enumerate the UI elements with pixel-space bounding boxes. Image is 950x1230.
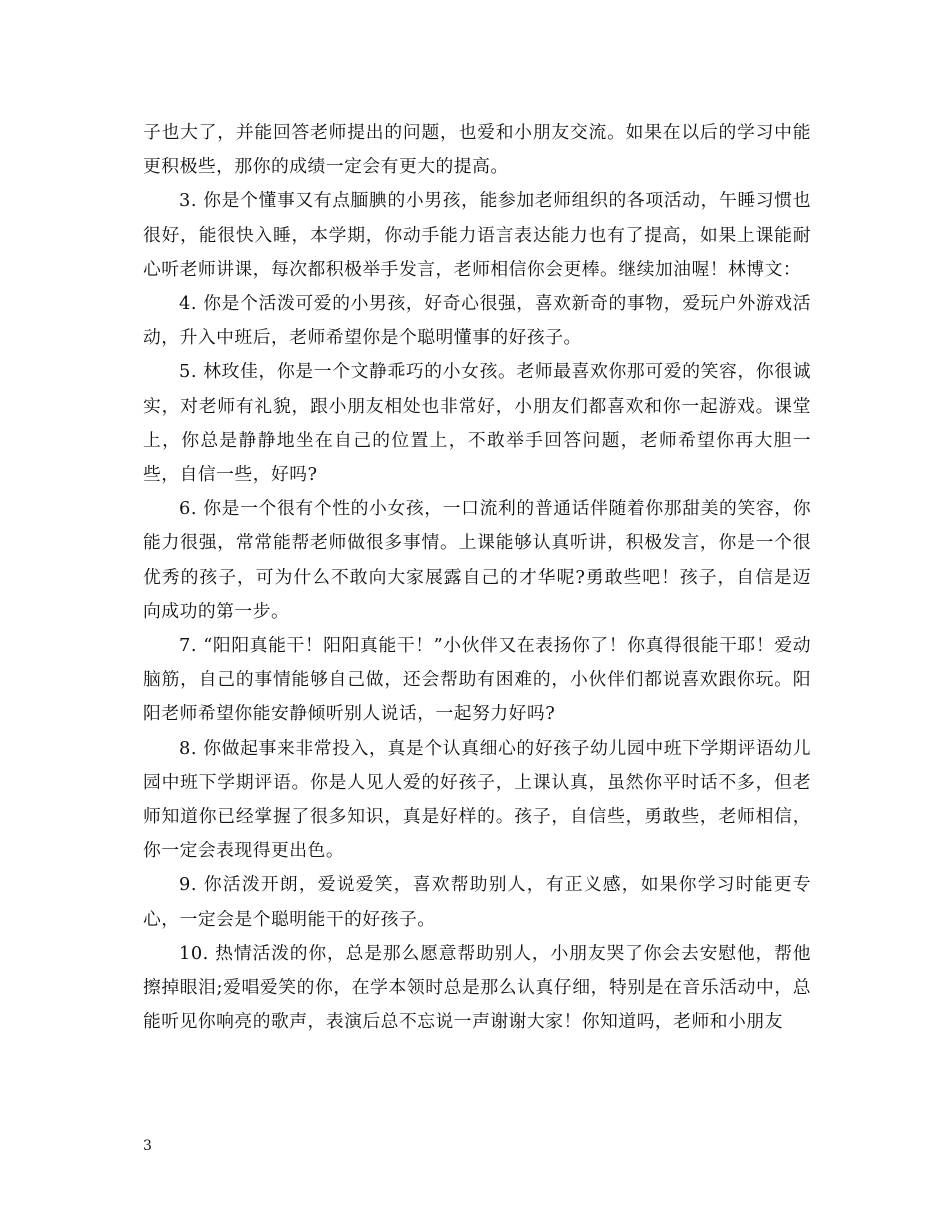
body-text	[143, 116, 811, 1039]
paragraph-item-7: 7. “阳阳真能干！阳阳真能干！”小伙伴又在表扬你了！你真得很能干耶！爱动脑筋，自己的事情能够自己做，还会帮助有困难的，小伙伴们都说喜欢跟你玩。阳阳老师希望你能安静倾听别人说话，一起努力好吗?	[143, 635, 811, 725]
paragraph-item-3: 3. 你是个懂事又有点腼腆的小男孩，能参加老师组织的各项活动，午睡习惯也很好，能很快入睡，本学期，你动手能力语言表达能力也有了提高，如果上课能耐心听老师讲课，每次都积极举手发言，老师相信你会更棒。继续加油喔！林博文：	[143, 190, 811, 280]
paragraph-item-10: 10. 热情活泼的你，总是那么愿意帮助别人，小朋友哭了你会去安慰他，帮他擦掉眼泪;爱唱爱笑的你，在学本领时总是那么认真仔细，特别是在音乐活动中，总能听见你响亮的歌声，表演后总不忘说一声谢谢大家！你知道吗，老师和小朋友	[143, 942, 811, 1033]
paragraph-item-9: 9. 你活泼开朗，爱说爱笑，喜欢帮助别人，有正义感，如果你学习时能更专心，一定会是个聪明能干的好孩子。	[143, 874, 811, 930]
paragraph-item-6: 6. 你是一个很有个性的小女孩，一口流利的普通话伴随着你那甜美的笑容，你能力很强，常常能帮老师做很多事情。上课能够认真听讲，积极发言，你是一个很优秀的孩子，可为什么不敢向大家展露自己的才华呢?勇敢些吧！孩子，自信是迈向成功的第一步。	[143, 498, 811, 622]
paragraph-item-5: 5. 林玫佳，你是一个文静乖巧的小女孩。老师最喜欢你那可爱的笑容，你很诚实，对老师有礼貌，跟小朋友相处也非常好，小朋友们都喜欢和你一起游戏。课堂上，你总是静静地坐在自己的位置上，不敢举手回答问题，老师希望你再大胆一些，自信一些，好吗?	[143, 361, 811, 486]
paragraph-item-4: 4. 你是个活泼可爱的小男孩，好奇心很强，喜欢新奇的事物，爱玩户外游戏活动，升入中班后，老师希望你是个聪明懂事的好孩子。	[143, 293, 811, 349]
paragraph-item-8: 8. 你做起事来非常投入，真是个认真细心的好孩子幼儿园中班下学期评语幼儿园中班下学期评语。你是人见人爱的好孩子，上课认真，虽然你平时话不多，但老师知道你已经掌握了很多知识，真是好样的。孩子，自信些，勇敢些，老师相信，你一定会表现得更出色。	[143, 737, 811, 862]
page-number: 3	[143, 1138, 152, 1154]
paragraph-continuation: 子也大了，并能回答老师提出的问题，也爱和小朋友交流。如果在以后的学习中能更积极些，那你的成绩一定会有更大的提高。	[143, 122, 811, 178]
